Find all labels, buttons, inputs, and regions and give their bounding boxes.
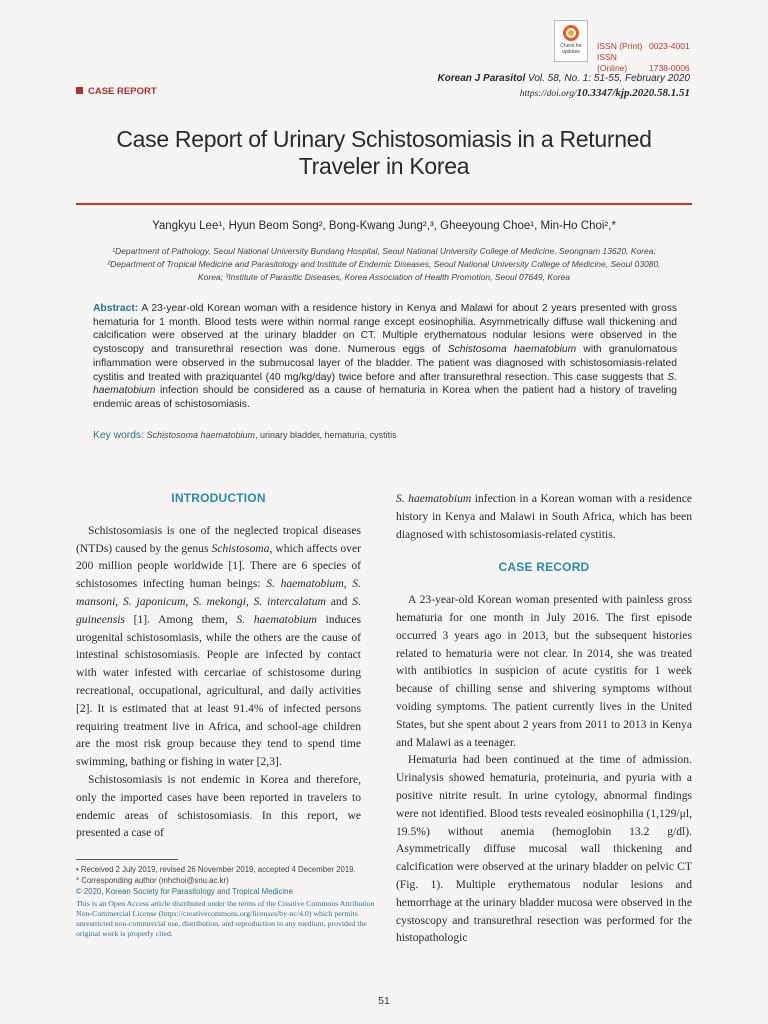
abstract-text-3: infection should be considered as a cause of hematuria in Korea when the patient had a history of traveling endemic areas of schistosomiasis. (93, 385, 677, 410)
keywords (93, 430, 397, 441)
species-name: S. guineensis (76, 594, 361, 626)
affiliation-3: Korea; ³Institute of Parasitic Diseases, Korea Association of Health Promotion, Seoul 07649, Korea (198, 272, 570, 282)
journal-volume: Vol. 58, No. 1: 51-55, February 2020 (528, 73, 690, 84)
journal-citation (437, 72, 690, 101)
article-type (76, 86, 157, 97)
species-name: S. haematobium, S. mansoni, S. japonicum, S. mekongi, S. intercalatum (76, 577, 361, 608)
author-list: Yangkyu Lee¹, Hyun Beom Song², Bong-Kwang Jung²,³, Gheeyoung Choe¹, Min-Ho Choi²,* (152, 220, 616, 232)
crossmark-icon (563, 25, 579, 41)
text-run: infection in a Korean woman with a residence history in Kenya and Malawi in South Africa, which has been diagnosed with schistosomiasis-related cystitis. (396, 492, 692, 541)
species-name: S. haematobium (396, 492, 472, 505)
badge-line1: Check for (560, 43, 582, 49)
square-bullet-icon (76, 87, 83, 94)
case-record-heading: CASE RECORD (498, 560, 590, 575)
received-dates: • Received 2 July 2019, revised 26 November 2019, accepted 4 December 2019. (76, 865, 356, 874)
abstract-text-2: with granulomatous inflammation were observed in the submucosal layer of the bladder. The patient was diagnosed with schistosomiasis-related cystitis and treated with praziquantel (40 mg/kg/day) twice before and after transurethral resection. This case suggests that (93, 344, 678, 383)
text-run: Schistosomiasis is not endemic in Korea and therefore, only the imported cases have been reported in travelers to endemic areas of schistosomiasis. In this report, we presented a case of (76, 772, 361, 840)
badge-line2: updates (562, 49, 580, 55)
case-paragraph-2: Hematuria had been continued at the time of admission. Urinalysis showed hematuria, proteinuria, and pyuria with a positive nitrite result. In urine cytology, abnormal findings were not identified. Blood tests revealed eosinophilia (1,129/μl, 19.5%) without anemia (hemoglobin 13.2 g/dl). Asymmetrically diffuse mucosal wall thickening and calcification were observed at the urinary bladder on pelvic CT (Fig. 1). Multiple erythematous nodular lesions and hemorrhage at the urinary bladder mucosa were observed in the cystoscopy and transurethral resection was performed for the histopathologic (396, 753, 692, 945)
issn-block (597, 41, 690, 74)
footnotes (76, 864, 376, 939)
introduction-heading: INTRODUCTION (171, 491, 266, 505)
abstract (93, 302, 677, 412)
article-type-label: CASE REPORT (88, 86, 157, 97)
keyword-species: Schistosoma haematobium (146, 430, 256, 440)
affiliations (90, 245, 678, 284)
keywords-rest: , urinary bladder, hematuria, cystitis (255, 430, 397, 440)
species-name: S. haematobium (236, 612, 317, 626)
check-for-updates-badge[interactable] (554, 20, 588, 62)
license-text: This is an Open Access article distributed under the terms of the Creative Commons Attribution Non-Commercial License (https://creativecommons.org/licenses/by-nc/4.0) which permits unrestricted non-commercial use, distribution, and reproduction in any medium, provided the original work is properly cited. (76, 899, 375, 938)
text-run: , which affects over 200 million people worldwide [1]. There are 6 species of schistosomes infecting human beings: (76, 541, 361, 591)
right-column (396, 490, 692, 947)
issn-print-value: 0023-4001 (649, 41, 690, 51)
copyright: © 2020, Korean Society for Parasitology and Tropical Medicine (76, 887, 293, 896)
keywords-label: Key words: (93, 430, 144, 441)
doi-link[interactable]: 10.3347/kjp.2020.58.1.51 (576, 87, 690, 99)
page-number: 51 (378, 995, 390, 1007)
intro-paragraph-2-continued (396, 490, 692, 543)
journal-name: Korean J Parasitol (437, 73, 526, 84)
case-paragraph-1: A 23-year-old Korean woman presented with painless gross hematuria for one month in July 2016. The first episode occurred 3 years ago in 2013, but the subsequent histories related to hematuria were not clear. In 2014, she was treated with antibiotics in suspicion of acute cystitis for 1 week because of chilling sense and shivering symptoms without voiding symptoms. The patient currently lives in the United States, but she spent about 2 years from 2011 to 2013 in Kenya and Malawi as a teenager. (396, 593, 692, 749)
text-run: Schistosomiasis is one of the neglected tropical diseases (NTDs) caused by the genus (76, 523, 361, 555)
intro-paragraph-1 (76, 522, 361, 771)
abstract-text-1: A 23-year-old Korean woman with a residence history in Kenya and Malawi for about 2 years presented with gross hematuria for 1 month. Blood tests were within normal range except eosinophilia. Asymmetrically diffuse wall thickening and calcification were observed at the urinary bladder on CT. Multiple erythematous nodular lesions were observed in the cystoscopy and transurethral resection was done. Numerous eggs of (93, 303, 677, 356)
issn-print-label: ISSN (Print) (597, 41, 643, 51)
issn-online-label: ISSN (Online) (597, 52, 628, 73)
abstract-label: Abstract: (93, 303, 139, 314)
text-run: induces urogenital schistosomiasis, while the others are the cause of intestinal schistosomiasis. People are infected by contact with water infested with cercariae of schistosome during recreational, occupational, agricultural, and daily activities [2]. It is estimated that at least 91.4% of infected persons requiring treatment live in Africa, and school-age children are the most risk group because they tend to spend time swimming, bathing or fishing in water [2,3]. (76, 612, 361, 769)
left-column (76, 490, 361, 842)
title-line2: Traveler in Korea (298, 153, 470, 179)
corresponding-author: * Corresponding author (mhchoi@snu.ac.kr) (76, 876, 229, 885)
title-line1: Case Report of Urinary Schistosomiasis in a Returned (116, 126, 652, 152)
title-divider (76, 203, 692, 205)
intro-paragraph-2 (76, 771, 361, 842)
issn-online-value: 1738-0006 (649, 63, 690, 73)
affiliation-1: ¹Department of Pathology, Seoul National University Bundang Hospital, Seoul National University College of Medicine, Seongnam 13620, Korea; (112, 246, 656, 256)
text-run: [1]. Among them, (124, 612, 237, 626)
affiliation-2: ²Department of Tropical Medicine and Parasitology and Institute of Endemic Diseases, Seoul National University College of Medicine, Seoul 03080, (107, 259, 661, 269)
abstract-species: Schistosoma haematobium (447, 344, 577, 356)
footnote-divider (76, 859, 178, 860)
text-run: and (325, 594, 353, 608)
doi-prefix[interactable]: https://doi.org/ (519, 89, 577, 99)
abstract-species-short: S. haematobium (93, 371, 677, 397)
article-title (60, 126, 708, 180)
species-name: Schistosoma (211, 541, 270, 555)
